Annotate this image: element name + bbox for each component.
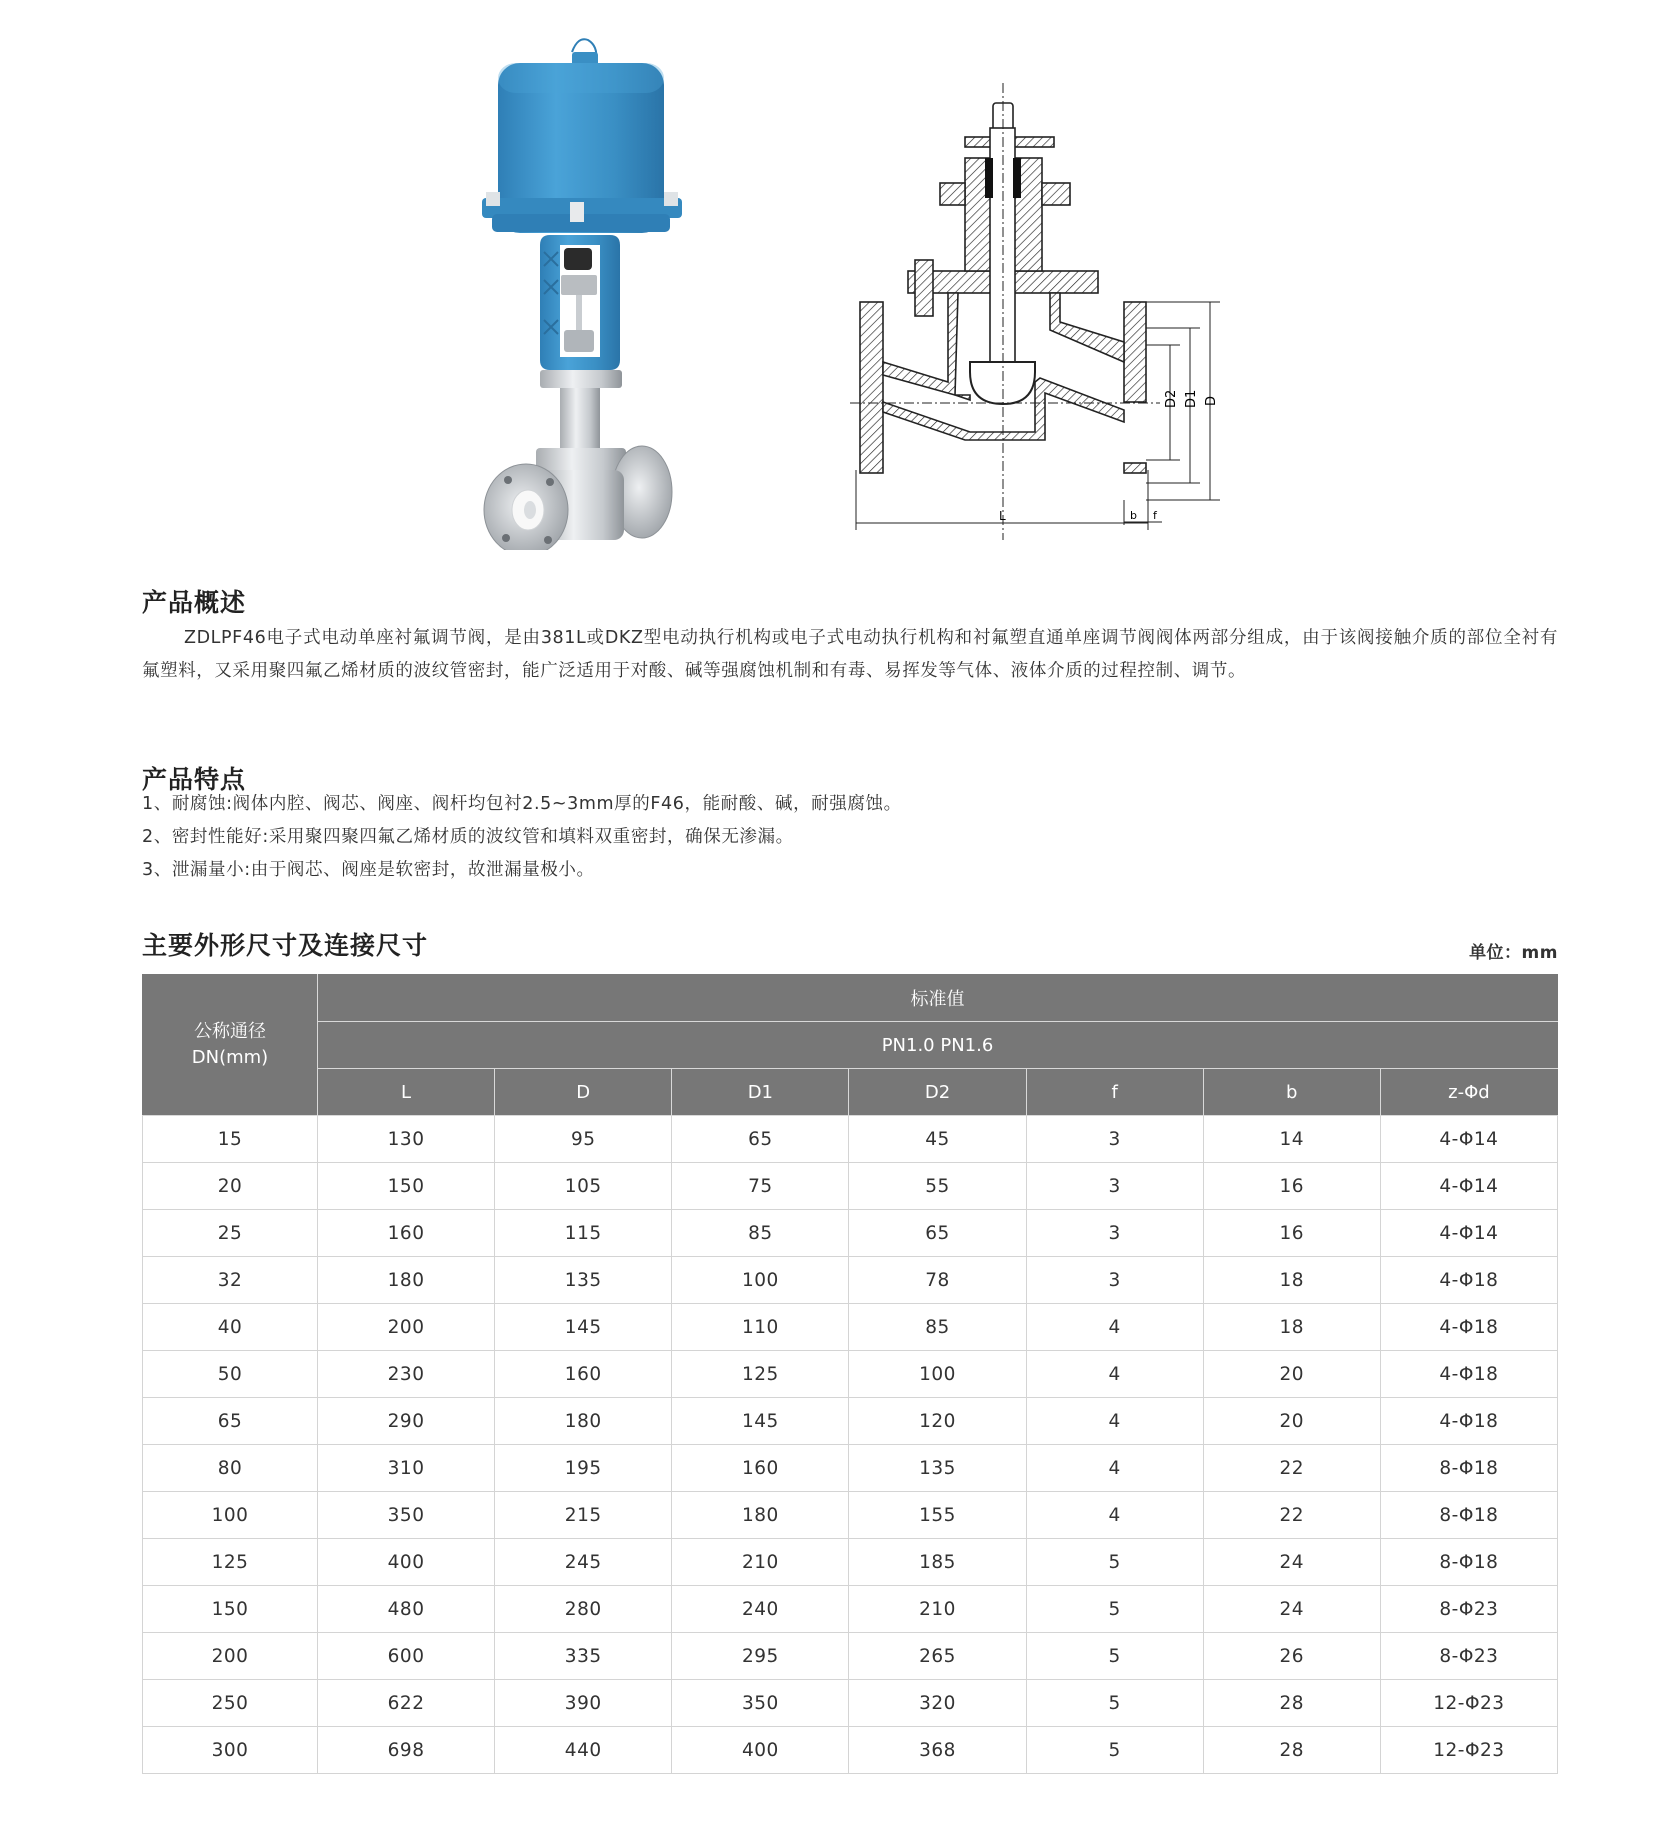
table-cell: 110 [672, 1304, 849, 1351]
unit-label: 单位：mm [1469, 943, 1558, 963]
table-row [143, 1586, 1558, 1633]
table-cell: 8-Φ23 [1380, 1633, 1557, 1680]
table-cell: 18 [1203, 1257, 1380, 1304]
dimension-label-f: f [1153, 509, 1157, 522]
table-row [143, 1727, 1558, 1774]
cell-dn: 50 [143, 1351, 318, 1398]
table-row [143, 1680, 1558, 1727]
table-cell: 4-Φ18 [1380, 1304, 1557, 1351]
table-row [143, 1304, 1558, 1351]
table-cell: 320 [849, 1680, 1026, 1727]
table-cell: 160 [672, 1445, 849, 1492]
table-cell: 45 [849, 1116, 1026, 1163]
cell-dn: 150 [143, 1586, 318, 1633]
table-cell: 4 [1026, 1445, 1203, 1492]
table-cell: 14 [1203, 1116, 1380, 1163]
table-cell: 200 [318, 1304, 495, 1351]
table-cell: 5 [1026, 1539, 1203, 1586]
cell-dn: 80 [143, 1445, 318, 1492]
feature-item: 1、耐腐蚀:阀体内腔、阀芯、阀座、阀杆均包衬2.5~3mm厚的F46，能耐酸、碱，耐强腐蚀。 [142, 794, 902, 814]
table-cell: 185 [849, 1539, 1026, 1586]
table-cell: 210 [849, 1586, 1026, 1633]
features-title: 产品特点 [142, 765, 247, 794]
table-cell: 390 [495, 1680, 672, 1727]
cell-dn: 15 [143, 1116, 318, 1163]
overview-text: ZDLPF46电子式电动单座衬氟调节阀，是由381L或DKZ型电动执行机构或电子式电动执行机构和衬氟塑直通单座调节阀阀体两部分组成，由于该阀接触介质的部位全衬有氟塑料，又采用聚四氟乙烯材质的波纹管密封，能广泛适用于对酸、碱等强腐蚀机制和有毒、易挥发等气体、液体介质的过程控制、调节。 [142, 628, 1558, 681]
column-header: L [318, 1069, 495, 1116]
table-cell: 5 [1026, 1727, 1203, 1774]
table-cell: 295 [672, 1633, 849, 1680]
header-dn-line2: DN(mm) [191, 1047, 269, 1068]
cell-dn: 32 [143, 1257, 318, 1304]
table-cell: 145 [495, 1304, 672, 1351]
table-row [143, 1257, 1558, 1304]
table-cell: 12-Φ23 [1380, 1680, 1557, 1727]
table-cell: 120 [849, 1398, 1026, 1445]
cell-dn: 100 [143, 1492, 318, 1539]
table-cell: 150 [318, 1163, 495, 1210]
table-cell: 368 [849, 1727, 1026, 1774]
table-cell: 4-Φ14 [1380, 1210, 1557, 1257]
table-cell: 3 [1026, 1163, 1203, 1210]
table-cell: 4-Φ18 [1380, 1257, 1557, 1304]
table-row [143, 1539, 1558, 1586]
column-header: D1 [672, 1069, 849, 1116]
table-cell: 115 [495, 1210, 672, 1257]
column-header: z-Φd [1380, 1069, 1557, 1116]
cell-dn: 200 [143, 1633, 318, 1680]
table-row [143, 1445, 1558, 1492]
column-header: f [1026, 1069, 1203, 1116]
header-nominal-diameter [143, 975, 318, 1116]
table-cell: 195 [495, 1445, 672, 1492]
cell-dn: 65 [143, 1398, 318, 1445]
table-cell: 350 [318, 1492, 495, 1539]
table-cell: 105 [495, 1163, 672, 1210]
table-cell: 5 [1026, 1633, 1203, 1680]
table-cell: 310 [318, 1445, 495, 1492]
valve-section-diagram [840, 78, 1220, 548]
overview-paragraph [142, 622, 1558, 688]
overview-title: 产品概述 [142, 588, 247, 617]
table-cell: 4-Φ14 [1380, 1163, 1557, 1210]
dimension-label-d: D [1204, 395, 1219, 406]
table-cell: 16 [1203, 1210, 1380, 1257]
table-cell: 215 [495, 1492, 672, 1539]
features-list [142, 788, 902, 887]
table-cell: 8-Φ23 [1380, 1586, 1557, 1633]
cell-dn: 125 [143, 1539, 318, 1586]
table-cell: 22 [1203, 1445, 1380, 1492]
table-cell: 280 [495, 1586, 672, 1633]
table-cell: 180 [495, 1398, 672, 1445]
table-cell: 85 [672, 1210, 849, 1257]
table-cell: 240 [672, 1586, 849, 1633]
table-cell: 350 [672, 1680, 849, 1727]
table-cell: 265 [849, 1633, 1026, 1680]
table-cell: 4-Φ14 [1380, 1116, 1557, 1163]
table-cell: 22 [1203, 1492, 1380, 1539]
table-cell: 8-Φ18 [1380, 1492, 1557, 1539]
table-cell: 145 [672, 1398, 849, 1445]
table-cell: 26 [1203, 1633, 1380, 1680]
column-header: D [495, 1069, 672, 1116]
dimension-label-d2: D2 [1164, 389, 1179, 408]
table-cell: 8-Φ18 [1380, 1539, 1557, 1586]
cell-dn: 40 [143, 1304, 318, 1351]
table-cell: 230 [318, 1351, 495, 1398]
header-standard-value: 标准值 [318, 975, 1558, 1022]
table-cell: 28 [1203, 1727, 1380, 1774]
table-cell: 75 [672, 1163, 849, 1210]
valve-product-photo [460, 30, 700, 550]
table-row [143, 1492, 1558, 1539]
table-cell: 160 [495, 1351, 672, 1398]
table-cell: 95 [495, 1116, 672, 1163]
feature-item: 2、密封性能好:采用聚四聚四氟乙烯材质的波纹管和填料双重密封，确保无渗漏。 [142, 827, 794, 847]
table-cell: 622 [318, 1680, 495, 1727]
dimension-label-b: b [1130, 509, 1137, 522]
table-cell: 65 [672, 1116, 849, 1163]
table-row [143, 1351, 1558, 1398]
cell-dn: 20 [143, 1163, 318, 1210]
dimensions-title: 主要外形尺寸及连接尺寸 [142, 931, 429, 960]
table-cell: 3 [1026, 1210, 1203, 1257]
column-header: b [1203, 1069, 1380, 1116]
table-cell: 400 [672, 1727, 849, 1774]
header-dn-line1: 公称通径 [194, 1021, 266, 1042]
cell-dn: 250 [143, 1680, 318, 1727]
table-cell: 16 [1203, 1163, 1380, 1210]
table-cell: 290 [318, 1398, 495, 1445]
table-cell: 4 [1026, 1398, 1203, 1445]
table-cell: 20 [1203, 1351, 1380, 1398]
table-row [143, 1210, 1558, 1257]
table-cell: 3 [1026, 1257, 1203, 1304]
dimensions-table [142, 974, 1558, 1774]
table-cell: 698 [318, 1727, 495, 1774]
table-cell: 12-Φ23 [1380, 1727, 1557, 1774]
table-row [143, 1633, 1558, 1680]
dimension-label-l: L [999, 509, 1006, 523]
table-cell: 85 [849, 1304, 1026, 1351]
table-cell: 100 [672, 1257, 849, 1304]
table-cell: 4 [1026, 1492, 1203, 1539]
header-pressure-rating: PN1.0 PN1.6 [318, 1022, 1558, 1069]
table-cell: 180 [318, 1257, 495, 1304]
column-header: D2 [849, 1069, 1026, 1116]
table-cell: 4 [1026, 1304, 1203, 1351]
table-cell: 135 [495, 1257, 672, 1304]
table-cell: 400 [318, 1539, 495, 1586]
cell-dn: 25 [143, 1210, 318, 1257]
table-cell: 8-Φ18 [1380, 1445, 1557, 1492]
dimension-label-d1: D1 [1184, 389, 1199, 408]
table-cell: 130 [318, 1116, 495, 1163]
cell-dn: 300 [143, 1727, 318, 1774]
table-cell: 55 [849, 1163, 1026, 1210]
table-cell: 600 [318, 1633, 495, 1680]
table-cell: 160 [318, 1210, 495, 1257]
table-cell: 5 [1026, 1586, 1203, 1633]
table-row [143, 1116, 1558, 1163]
table-cell: 18 [1203, 1304, 1380, 1351]
table-cell: 480 [318, 1586, 495, 1633]
table-cell: 100 [849, 1351, 1026, 1398]
table-cell: 78 [849, 1257, 1026, 1304]
table-cell: 3 [1026, 1116, 1203, 1163]
table-cell: 24 [1203, 1539, 1380, 1586]
table-cell: 4 [1026, 1351, 1203, 1398]
table-cell: 28 [1203, 1680, 1380, 1727]
table-cell: 24 [1203, 1586, 1380, 1633]
table-cell: 210 [672, 1539, 849, 1586]
table-cell: 135 [849, 1445, 1026, 1492]
table-cell: 5 [1026, 1680, 1203, 1727]
table-row [143, 1398, 1558, 1445]
table-cell: 65 [849, 1210, 1026, 1257]
table-cell: 335 [495, 1633, 672, 1680]
feature-item: 3、泄漏量小:由于阀芯、阀座是软密封，故泄漏量极小。 [142, 860, 595, 880]
table-cell: 180 [672, 1492, 849, 1539]
table-cell: 155 [849, 1492, 1026, 1539]
table-cell: 440 [495, 1727, 672, 1774]
table-cell: 20 [1203, 1398, 1380, 1445]
table-cell: 4-Φ18 [1380, 1398, 1557, 1445]
table-cell: 4-Φ18 [1380, 1351, 1557, 1398]
table-cell: 125 [672, 1351, 849, 1398]
table-cell: 245 [495, 1539, 672, 1586]
table-row [143, 1163, 1558, 1210]
